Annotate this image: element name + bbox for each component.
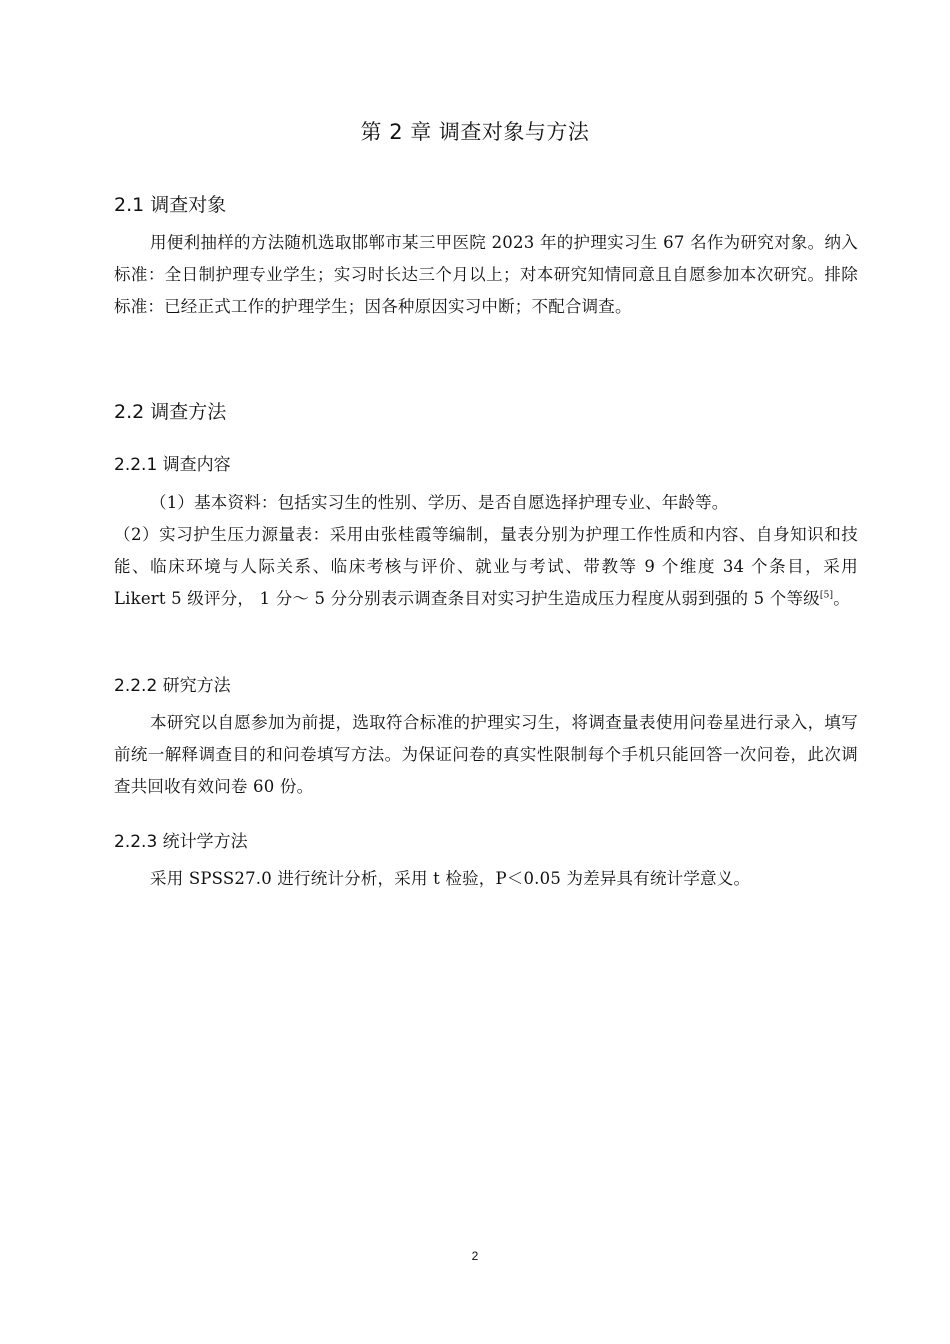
stress-scale-text: （2）实习护生压力源量表：采用由张桂霞等编制，量表分别为护理工作性质和内容、自身知识和技能、临床环境与人际关系、临床考核与评价、就业与考试、带教等 9 个维度 34 个条目，采用 Likert 5 级评分， 1 分～ 5 分分别表示调查条目对实习护生造成压力程度从弱到强的 5 个等级	[114, 525, 858, 608]
section-heading-2-2-2: 2.2.2 研究方法	[114, 676, 231, 696]
section-heading-2-2: 2.2 调查方法	[114, 401, 227, 423]
paragraph-research-method: 本研究以自愿参加为前提，选取符合标准的护理实习生，将调查量表使用问卷星进行录入，填写前统一解释调查目的和问卷填写方法。为保证问卷的真实性限制每个手机只能回答一次问卷，此次调查共回收有效问卷 60 份。	[114, 713, 858, 796]
section-heading-2-2-1: 2.2.1 调查内容	[114, 455, 231, 475]
stress-scale-end: 。	[833, 589, 850, 608]
section-heading-2-2-3: 2.2.3 统计学方法	[114, 832, 248, 852]
paragraph-stress-scale	[114, 519, 858, 615]
paragraph-basic-info: （1）基本资料：包括实习生的性别、学历、是否自愿选择护理专业、年龄等。	[150, 493, 729, 512]
section-heading-2-1: 2.1 调查对象	[114, 194, 227, 216]
paragraph-statistics: 采用 SPSS27.0 进行统计分析，采用 t 检验，P＜0.05 为差异具有统计学意义。	[150, 869, 751, 888]
paragraph-survey-subjects: 用便利抽样的方法随机选取邯郸市某三甲医院 2023 年的护理实习生 67 名作为研究对象。纳入标准：全日制护理专业学生；实习时长达三个月以上；对本研究知情同意且自愿参加本次研究。排除标准：已经正式工作的护理学生；因各种原因实习中断；不配合调查。	[114, 233, 858, 316]
chapter-title: 第 2 章 调查对象与方法	[360, 120, 590, 144]
citation-reference: [5]	[819, 590, 834, 601]
page-number: 2	[471, 1249, 479, 1263]
